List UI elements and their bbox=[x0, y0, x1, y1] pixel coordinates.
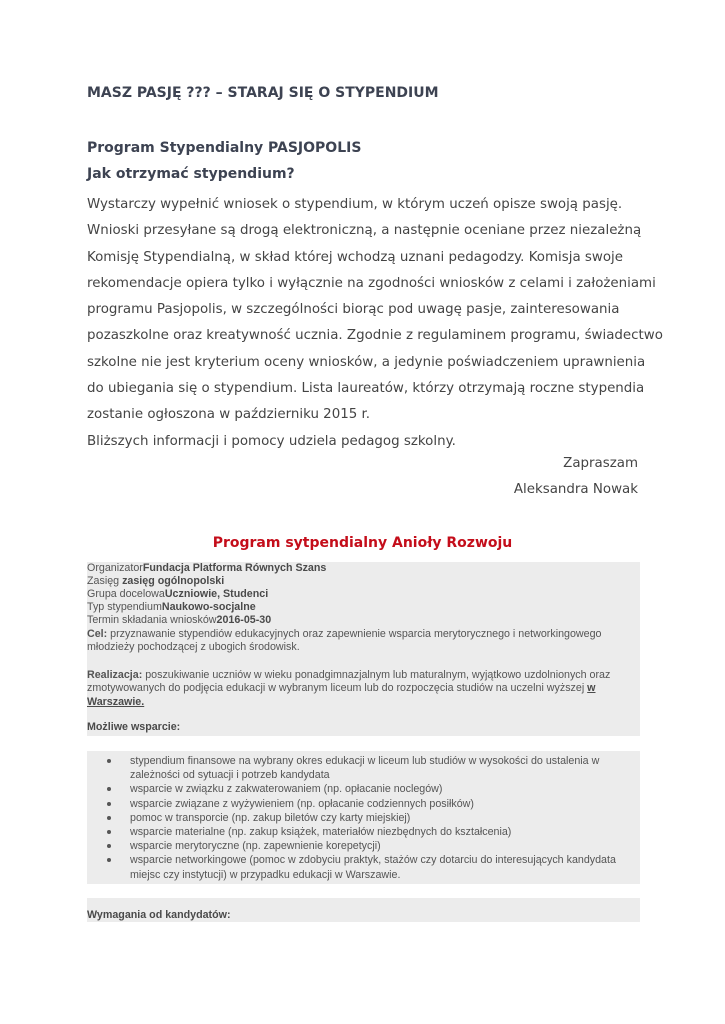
body-line: Komisję Stypendialną, w skład której wchodzą uznani pedagodzy. Komisja swoje bbox=[87, 249, 624, 265]
warsaw-link[interactable]: w Warszawie. bbox=[87, 682, 596, 708]
realization-text: poszukiwanie uczniów w wieku ponadgimnazjalnym lub maturalnym, wyjątkowo uzdolnionych oraz zmotywowanych do podjęcia edukacji w wybranym liceum lub do rozpoczęcia studiów na uczelni wyższej bbox=[87, 669, 611, 695]
list-item bbox=[87, 825, 627, 839]
list-item bbox=[87, 839, 627, 853]
detail-range bbox=[87, 575, 224, 587]
goal-label: Cel: bbox=[87, 628, 108, 640]
body-line: do ubiegania się o stypendium. Lista laureatów, którzy otrzymają roczne stypendia bbox=[87, 381, 645, 397]
requirements-heading bbox=[87, 909, 231, 921]
support-item-text: wsparcie materialne (np. zakup książek, materiałów niezbędnych do kształcenia) bbox=[130, 826, 512, 839]
support-item-text: stypendium finansowe na wybrany okres edukacji w liceum lub studiów w wysokości do ustalenia w zależności od sytuacji i potrzeb kandydata bbox=[130, 755, 600, 782]
program-details-box bbox=[87, 562, 640, 736]
realization-label: Realizacja: bbox=[87, 669, 143, 681]
body-line: rekomendacje opiera tylko i wyłącznie na zgodności wniosków z celami i założeniami bbox=[87, 275, 656, 291]
support-item-text: wsparcie związane z wyżywieniem (np. opłacanie codziennych posiłków) bbox=[130, 797, 474, 810]
program-description bbox=[87, 192, 663, 455]
list-item bbox=[87, 797, 627, 811]
bullet-icon bbox=[107, 858, 111, 862]
body-line: programu Pasjopolis, w szczególności biorąc pod uwagę pasje, zainteresowania bbox=[87, 302, 620, 318]
bullet-icon bbox=[107, 802, 111, 806]
body-line: zostanie ogłoszona w październiku 2015 r. bbox=[87, 407, 371, 423]
support-list bbox=[87, 754, 627, 882]
requirements-label: Wymagania od kandydatów: bbox=[87, 909, 231, 921]
detail-value: 2016-05-30 bbox=[216, 614, 272, 626]
detail-value: Naukowo-socjalne bbox=[161, 601, 256, 613]
program-name: Program Stypendialny PASJOPOLIS bbox=[87, 140, 362, 156]
support-item-text: wsparcie w związku z zakwaterowaniem (np. opłacanie noclegów) bbox=[130, 783, 443, 796]
support-heading bbox=[87, 721, 180, 733]
signature: Aleksandra Nowak bbox=[513, 482, 638, 497]
detail-deadline bbox=[87, 614, 271, 626]
detail-organizer bbox=[87, 562, 326, 574]
detail-label: Termin składania wniosków bbox=[87, 614, 217, 626]
bullet-icon bbox=[107, 759, 111, 763]
realization-paragraph bbox=[87, 669, 635, 709]
program-question: Jak otrzymać stypendium? bbox=[87, 166, 295, 182]
support-label: Możliwe wsparcie: bbox=[87, 721, 181, 733]
detail-value: Fundacja Platforma Równych Szans bbox=[142, 562, 327, 574]
detail-label: Grupa docelowa bbox=[87, 588, 165, 600]
detail-value: zasięg ogólnopolski bbox=[122, 575, 225, 587]
page-title: MASZ PASJĘ ??? – STARAJ SIĘ O STYPENDIUM bbox=[87, 85, 439, 101]
list-item bbox=[87, 754, 627, 782]
support-item-text: wsparcie networkingowe (pomoc w zdobyciu praktyk, stażów czy dotarciu do interesujących kandydata miejsc czy instytucji) w przypadku edukacji w Warszawie. bbox=[130, 854, 616, 881]
closing-text: Zapraszam bbox=[563, 456, 638, 471]
goal-paragraph bbox=[87, 628, 635, 655]
body-line: Wystarczy wypełnić wniosek o stypendium, w którym uczeń opisze swoją pasję. bbox=[87, 197, 623, 212]
list-item bbox=[87, 782, 627, 796]
support-list-box bbox=[87, 751, 640, 884]
bullet-icon bbox=[107, 830, 111, 834]
detail-value: Uczniowie, Studenci bbox=[164, 588, 269, 600]
body-line: Bliższych informacji i pomocy udziela pedagog szkolny. bbox=[87, 433, 456, 449]
body-line: pozaszkolne oraz kreatywność ucznia. Zgodnie z regulaminem programu, świadectwo bbox=[87, 328, 663, 344]
detail-label: Zasięg bbox=[87, 575, 123, 587]
requirements-box bbox=[87, 898, 640, 922]
list-item bbox=[87, 811, 627, 825]
support-item-text: pomoc w transporcie (np. zakup biletów czy karty miejskiej) bbox=[130, 811, 411, 824]
bullet-icon bbox=[107, 816, 111, 820]
goal-text: przyznawanie stypendiów edukacyjnych oraz zapewnienie wsparcia merytorycznego i networkingowego młodzieży pochodzącej z ubogich środowisk. bbox=[87, 628, 602, 654]
detail-label: Typ stypendium bbox=[87, 601, 162, 613]
detail-target-group bbox=[87, 588, 268, 600]
detail-label: Organizator bbox=[87, 562, 143, 574]
detail-type bbox=[87, 601, 256, 613]
bullet-icon bbox=[107, 787, 111, 791]
body-line: szkolne nie jest kryterium oceny wniosków, a jedynie poświadczeniem uprawnienia bbox=[87, 354, 646, 370]
second-program-title: Program sytpendialny Anioły Rozwoju bbox=[212, 535, 513, 551]
body-line: Wnioski przesyłane są drogą elektroniczną, a następnie oceniane przez niezależną bbox=[87, 223, 642, 239]
bullet-icon bbox=[107, 844, 111, 848]
list-item bbox=[87, 853, 627, 881]
support-item-text: wsparcie merytoryczne (np. zapewnienie korepetycji) bbox=[130, 840, 381, 853]
